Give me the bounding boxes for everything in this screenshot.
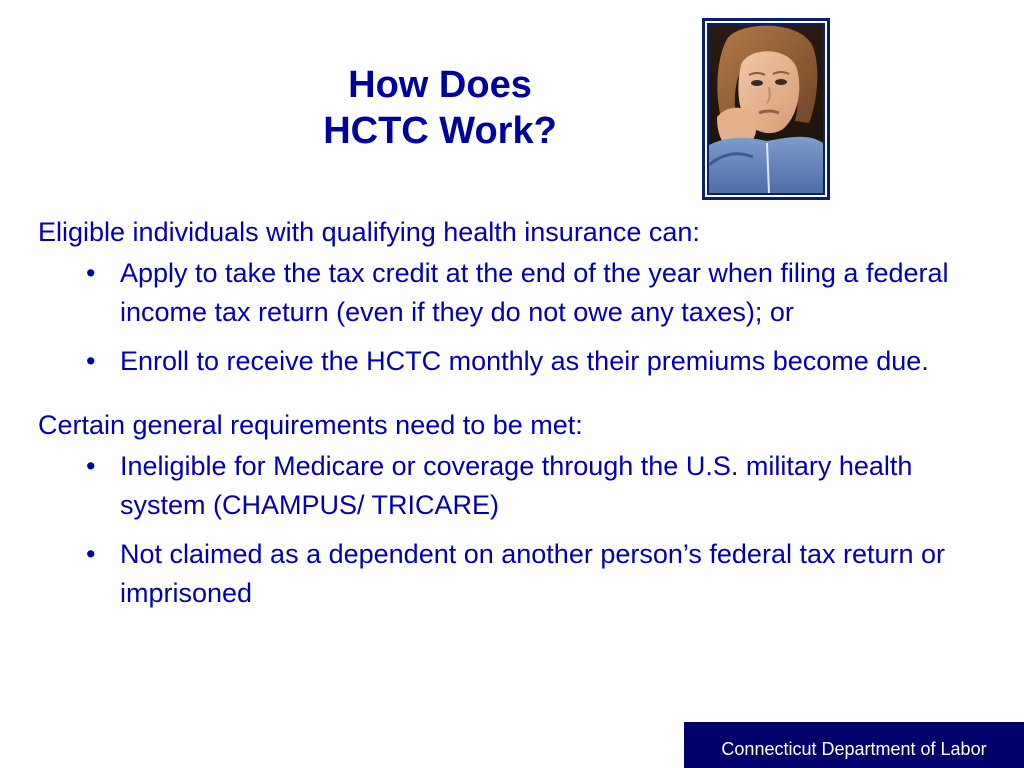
bullet-dot: • (86, 539, 96, 569)
bullet-list (38, 447, 998, 613)
photo-frame (702, 18, 830, 200)
section-heading: Eligible individuals with qualifying health insurance can: (38, 217, 700, 247)
bullet-text: Apply to take the tax credit at the end of the year when filing a federal income tax return (even if they do not owe any taxes); or (120, 258, 949, 327)
title-line-2: HCTC Work? (323, 110, 557, 152)
section-requirements (38, 405, 998, 613)
list-item (38, 342, 998, 381)
footer-bar (684, 722, 1024, 768)
section-heading: Certain general requirements need to be met: (38, 410, 583, 440)
list-item (38, 447, 998, 525)
bullet-text: Ineligible for Medicare or coverage through the U.S. military health system (CHAMPUS/ TRICARE) (120, 451, 913, 520)
bullet-list (38, 254, 998, 381)
list-item (38, 535, 998, 613)
section-eligibility (38, 212, 998, 381)
girl-portrait-image (709, 25, 823, 193)
footer-label: Connecticut Department of Labor (721, 738, 987, 759)
bullet-text: Not claimed as a dependent on another person’s federal tax return or imprisoned (120, 539, 946, 608)
title-line-1: How Does (348, 64, 532, 106)
slide-body (38, 212, 998, 623)
slide-title (250, 62, 630, 154)
bullet-dot: • (86, 451, 96, 481)
bullet-dot: • (86, 258, 96, 288)
bullet-text: Enroll to receive the HCTC monthly as their premiums become due. (120, 346, 929, 376)
list-item (38, 254, 998, 332)
bullet-dot: • (86, 346, 96, 376)
